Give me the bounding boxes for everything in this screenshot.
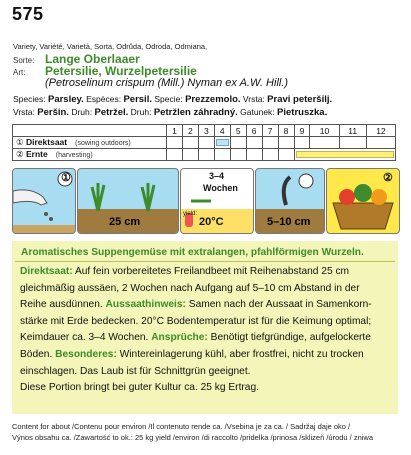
thinning-icon (255, 168, 325, 234)
desc-line: Direktsaat: Auf fein vorbereitetes Freilandbeet mit Reihenabstand 25 cm (20, 266, 350, 277)
packet-number: 575 (12, 4, 44, 24)
sowing-hand-icon (12, 168, 76, 234)
calendar-row-harvest: ② Ernte (harvesting) (13, 149, 396, 161)
row-spacing-label: 25 cm (109, 216, 141, 228)
month-10: 10 (310, 125, 339, 137)
month-4: 4 (214, 125, 230, 137)
step-1-marker: ① (61, 172, 71, 184)
month-2: 2 (182, 125, 198, 137)
description-body (12, 262, 398, 397)
desc-line: einschlagen. Das Laub ist für Schnittgrün geeignet. (20, 365, 251, 377)
calendar-month-row (13, 125, 396, 137)
harvest-bar (294, 149, 396, 161)
weeks-label: Wochen (203, 183, 238, 193)
footer-yield: Content for about /Contenu pour environ /Il contenuto rende ca. /Vsebina je za ca. / Sadržaj daje oko / Výnos obsahu ca. /Zawartość to ok.: 25 kg yield /environ /di raccolto /pridelka /prinosa /sklizeň /úrodu / zniwa (12, 422, 374, 442)
month-9: 9 (294, 125, 310, 137)
art-line (13, 64, 197, 78)
weeks-top: 3–4 (209, 171, 225, 181)
description-headline: Aromatisches Suppengemüse mit extralangen, pfahlförmigen Wurzeln. (15, 241, 395, 262)
harvest-basket-icon (326, 168, 400, 234)
sowing-calendar (12, 124, 396, 161)
month-11: 11 (339, 125, 366, 137)
sorte-label: Sorte: (13, 56, 35, 65)
art-value: Petersilie, Wurzelpetersilie (45, 64, 197, 78)
desc-line: Keimdauer ca. 3–4 Wochen. Ansprüche: Benötigt tiefgründige, aufgelockerte (20, 332, 371, 344)
row-spacing-icon (77, 168, 179, 234)
latin-name: (Petroselinum crispum (Mill.) Nyman ex A.W. Hill.) (45, 77, 289, 89)
month-5: 5 (230, 125, 246, 137)
plant-spacing-label: 5–10 cm (267, 216, 311, 228)
germination-icon (180, 168, 254, 234)
desc-line: Reihe ausdünnen. Aussaathinweis: Samen nach der Aussaat in Samenkorn- (20, 299, 372, 311)
variety-line: Variety, Variété, Varietà, Sorta, Odrůda, Odroda, Odmiana, (13, 42, 208, 51)
desc-line: Böden. Besonderes: Wintereinlagerung kühl, aber frostfrei, nicht zu trocken (20, 348, 364, 360)
temp-caption: yield: (183, 211, 198, 217)
description-panel (12, 241, 398, 414)
month-6: 6 (246, 125, 262, 137)
art-label: Art: (13, 68, 26, 77)
sowing-bar (214, 137, 230, 149)
sorte-value: Lange Oberlaaer (45, 52, 140, 66)
month-7: 7 (262, 125, 278, 137)
desc-line: gleichmäßig aussäen, 2 Wochen nach Aufgang auf 5–10 cm Abstand in der (20, 282, 360, 294)
desc-line: Diese Portion bringt bei guter Kultur ca. 25 kg Ertrag. (20, 382, 259, 394)
month-12: 12 (366, 125, 395, 137)
month-3: 3 (198, 125, 214, 137)
species-line: Species: Parsley. Espèces: Persil. Specie: Prezzemolo. Vrsta: Pravi peteršilj. (13, 94, 333, 105)
desc-line: stärke mit Erde bedecken. 20°C Bodentemperatur ist für die Keimung optimal; (20, 315, 372, 327)
pictogram-row (12, 168, 398, 234)
month-8: 8 (278, 125, 294, 137)
vrsta-line: Vrsta: Peršin. Druh: Petržel. Druh: Petržlen záhradný. Gatunek: Pietruszka. (13, 107, 328, 118)
month-1: 1 (167, 125, 183, 137)
calendar-row-sowing: ① Direktsaat (sowing outdoors) (13, 137, 396, 149)
temp-value: 20°C (199, 216, 224, 228)
step-2-marker: ② (383, 172, 393, 184)
